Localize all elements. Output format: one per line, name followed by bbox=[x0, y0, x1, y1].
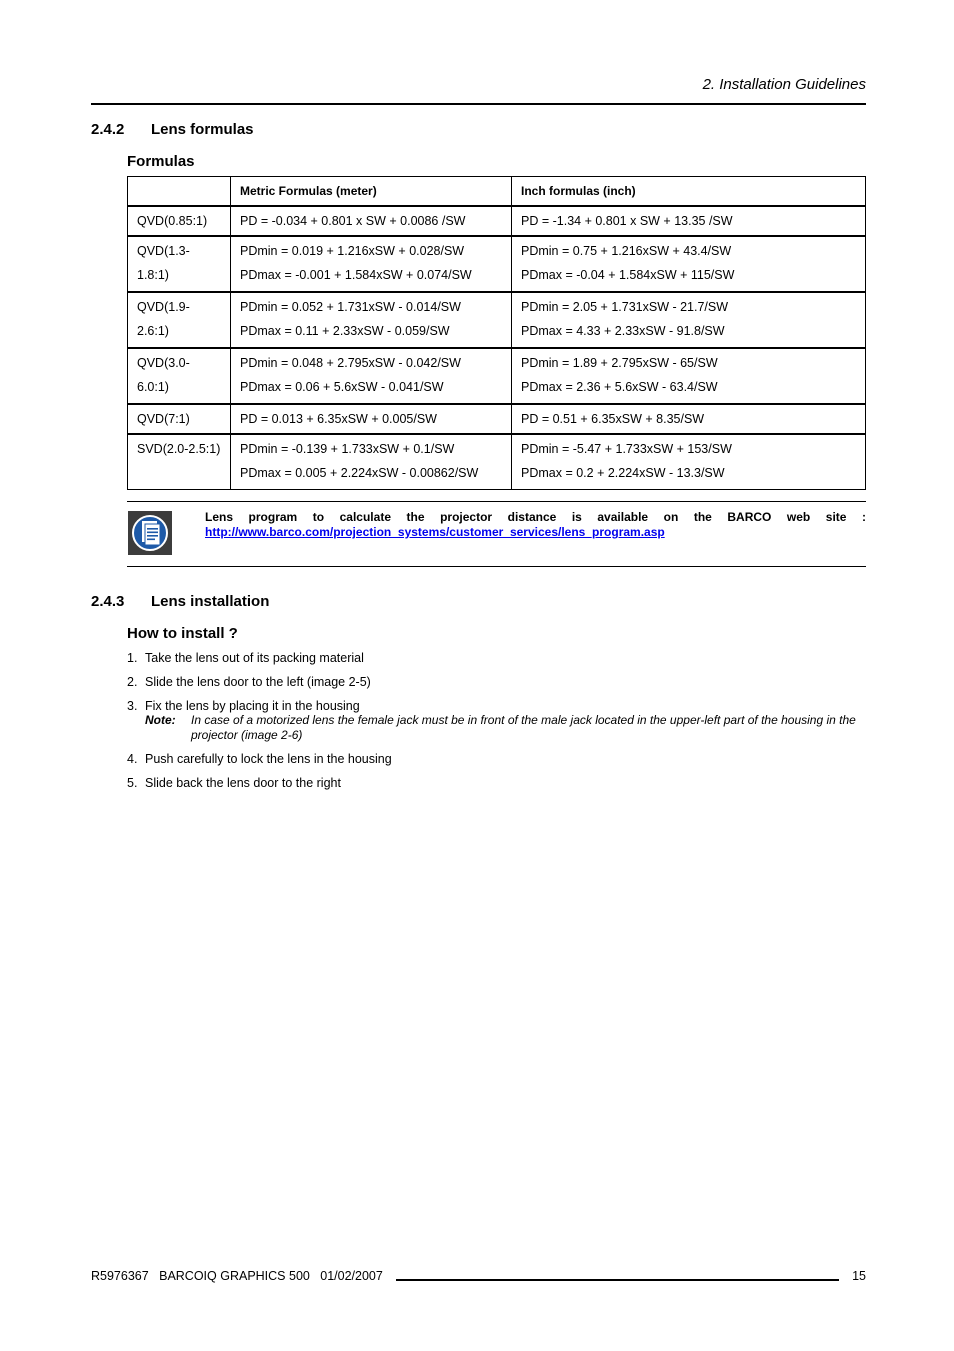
info-note-text: Lens program to calculate the projector distance is available on the BARCO web site : bbox=[205, 510, 866, 524]
pdmin-formula: PDmin = 0.052 + 1.731xSW - 0.014/SW bbox=[240, 300, 461, 314]
note-label: Note: bbox=[145, 713, 176, 727]
lens-cell bbox=[128, 434, 231, 490]
lens-cell bbox=[128, 292, 231, 348]
step-text: Fix the lens by placing it in the housing bbox=[145, 699, 360, 713]
inch-formula-cell bbox=[512, 434, 866, 490]
lens-cell: QVD(7:1) bbox=[128, 404, 231, 434]
table-row bbox=[128, 404, 866, 434]
document-info-icon bbox=[128, 511, 172, 555]
list-item bbox=[127, 651, 364, 666]
pdmax-formula: PDmax = 0.2 + 2.224xSW - 13.3/SW bbox=[521, 466, 725, 480]
pdmax-formula: PDmax = 4.33 + 2.33xSW - 91.8/SW bbox=[521, 324, 725, 338]
section-number: 2.4.3 bbox=[91, 593, 125, 610]
pdmax-formula: PDmax = 0.11 + 2.33xSW - 0.059/SW bbox=[240, 324, 450, 338]
table-row bbox=[128, 434, 866, 490]
inch-formula-cell bbox=[512, 236, 866, 292]
section-title: Lens formulas bbox=[151, 121, 254, 138]
step-number: 3. bbox=[127, 699, 138, 713]
table-row bbox=[128, 348, 866, 404]
section-title: Lens installation bbox=[151, 593, 270, 610]
step-number: 1. bbox=[127, 651, 138, 665]
step-number: 4. bbox=[127, 752, 138, 766]
table-row bbox=[128, 292, 866, 348]
formulas-subheading: Formulas bbox=[127, 153, 195, 170]
lens-cell bbox=[128, 348, 231, 404]
list-item bbox=[127, 752, 392, 767]
step-number: 2. bbox=[127, 675, 138, 689]
page-number: 15 bbox=[852, 1269, 866, 1283]
pdmin-formula: PDmin = 0.048 + 2.795xSW - 0.042/SW bbox=[240, 356, 461, 370]
section-number: 2.4.2 bbox=[91, 121, 125, 138]
pdmin-formula: PDmin = 2.05 + 1.731xSW - 21.7/SW bbox=[521, 300, 729, 314]
metric-formula-cell: PD = -0.034 + 0.801 x SW + 0.0086 /SW bbox=[231, 206, 512, 236]
pdmax-formula: PDmax = -0.04 + 1.584xSW + 115/SW bbox=[521, 268, 735, 282]
inch-formula-cell: PD = -1.34 + 0.801 x SW + 13.35 /SW bbox=[512, 206, 866, 236]
step-text: Push carefully to lock the lens in the housing bbox=[145, 752, 392, 766]
inch-formula-cell bbox=[512, 348, 866, 404]
table-header-metric: Metric Formulas (meter) bbox=[231, 177, 512, 207]
lens-name: SVD(2.0-2.5:1) bbox=[137, 442, 221, 456]
step-text: Take the lens out of its packing material bbox=[145, 651, 364, 665]
table-header-lens bbox=[128, 177, 231, 207]
table-header-inch: Inch formulas (inch) bbox=[512, 177, 866, 207]
lens-name: QVD(1.9-2.6:1) bbox=[137, 300, 190, 338]
lens-cell bbox=[128, 236, 231, 292]
table-row bbox=[128, 206, 866, 236]
pdmin-formula: PDmin = -0.139 + 1.733xSW + 0.1/SW bbox=[240, 442, 455, 456]
pdmin-formula: PDmin = 0.75 + 1.216xSW + 43.4/SW bbox=[521, 244, 732, 258]
metric-formula-cell: PD = 0.013 + 6.35xSW + 0.005/SW bbox=[231, 404, 512, 434]
info-note-box bbox=[127, 501, 866, 567]
pdmax-formula: PDmax = 2.36 + 5.6xSW - 63.4/SW bbox=[521, 380, 718, 394]
lens-program-link[interactable]: http://www.barco.com/projection_systems/customer_services/lens_program.asp bbox=[205, 525, 665, 539]
pdmax-formula: PDmax = 0.005 + 2.224xSW - 0.00862/SW bbox=[240, 466, 479, 480]
step-text: Slide the lens door to the left (image 2-5) bbox=[145, 675, 371, 689]
list-item bbox=[127, 699, 360, 714]
table-row bbox=[128, 236, 866, 292]
pdmin-formula: PDmin = 1.89 + 2.795xSW - 65/SW bbox=[521, 356, 718, 370]
section-heading-lens-installation bbox=[91, 593, 269, 610]
section-heading-lens-formulas bbox=[91, 121, 254, 138]
lens-name: QVD(1.3-1.8:1) bbox=[137, 244, 190, 282]
pdmin-formula: PDmin = 0.019 + 1.216xSW + 0.028/SW bbox=[240, 244, 465, 258]
step-number: 5. bbox=[127, 776, 138, 790]
list-item bbox=[127, 776, 341, 791]
list-item bbox=[127, 675, 371, 690]
metric-formula-cell bbox=[231, 236, 512, 292]
footer-doc-info: R5976367 BARCOIQ GRAPHICS 500 01/02/2007 bbox=[91, 1269, 383, 1283]
note-text: In case of a motorized lens the female jack must be in front of the male jack located in the upper-left part of the housing in the projector (image 2-6) bbox=[191, 713, 856, 742]
inch-formula-cell bbox=[512, 292, 866, 348]
metric-formula-cell bbox=[231, 348, 512, 404]
header-rule bbox=[91, 103, 866, 105]
table-header-row bbox=[128, 177, 866, 207]
pdmax-formula: PDmax = 0.06 + 5.6xSW - 0.041/SW bbox=[240, 380, 444, 394]
lens-name: QVD(3.0-6.0:1) bbox=[137, 356, 190, 394]
inch-formula-cell: PD = 0.51 + 6.35xSW + 8.35/SW bbox=[512, 404, 866, 434]
footer-rule bbox=[396, 1279, 839, 1281]
pdmin-formula: PDmin = -5.47 + 1.733xSW + 153/SW bbox=[521, 442, 732, 456]
pdmax-formula: PDmax = -0.001 + 1.584xSW + 0.074/SW bbox=[240, 268, 472, 282]
metric-formula-cell bbox=[231, 434, 512, 490]
lens-cell: QVD(0.85:1) bbox=[128, 206, 231, 236]
step-text: Slide back the lens door to the right bbox=[145, 776, 341, 790]
chapter-title: 2. Installation Guidelines bbox=[702, 76, 866, 93]
metric-formula-cell bbox=[231, 292, 512, 348]
how-to-install-subheading: How to install ? bbox=[127, 625, 238, 642]
lens-formulas-table bbox=[127, 176, 866, 490]
